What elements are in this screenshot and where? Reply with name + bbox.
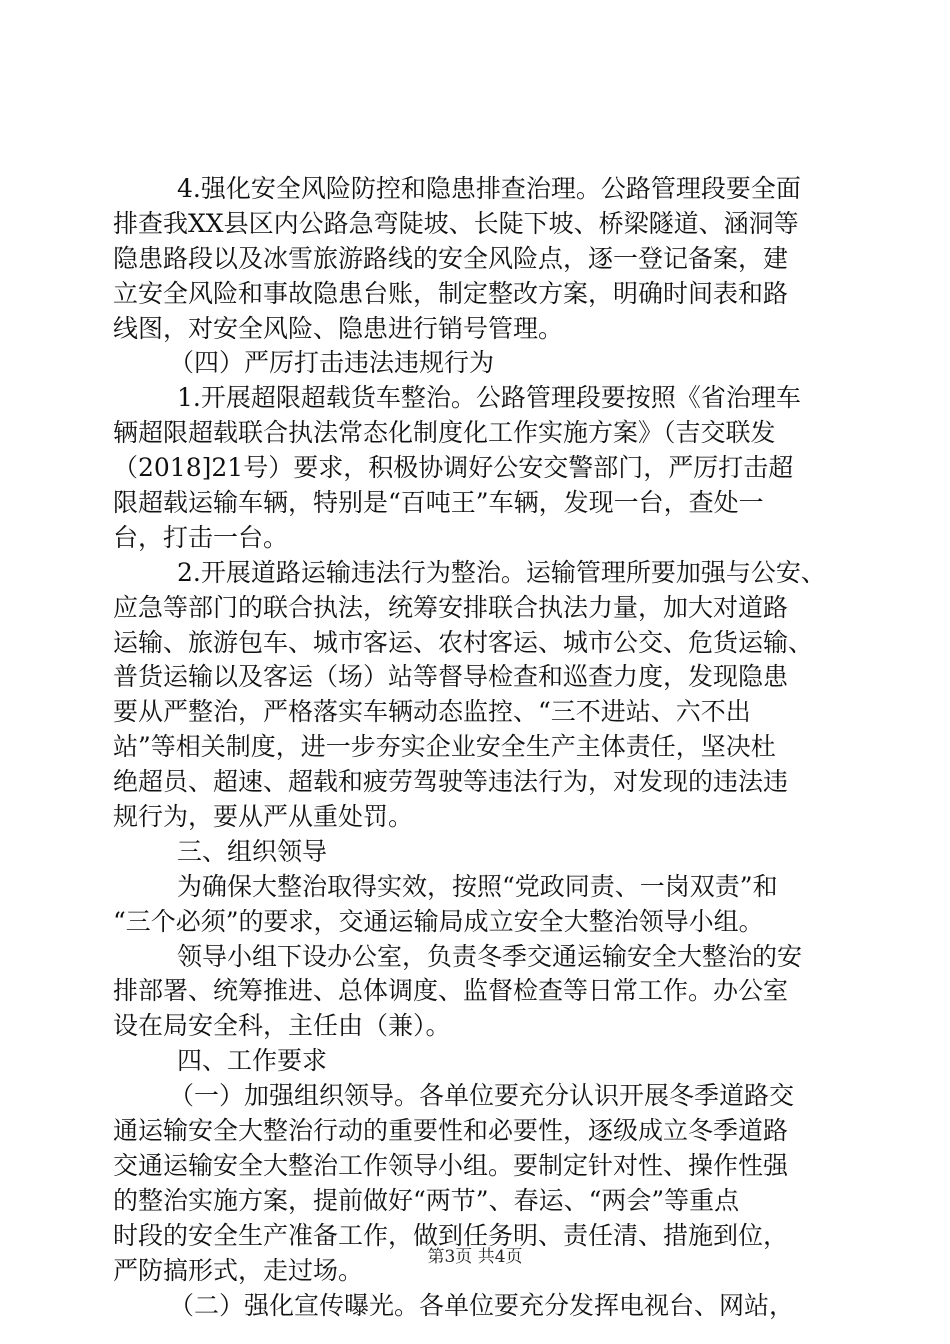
- paragraph-line: 绝超员、超速、超载和疲劳驾驶等违法行为，对发现的违法违: [113, 767, 789, 797]
- paragraph-line: 的整治实施方案，提前做好“两节”、春运、“两会”等重点: [113, 1185, 740, 1215]
- paragraph-line: 4.强化安全风险防控和隐患排查治理。公路管理段要全面: [177, 174, 801, 203]
- paragraph-line: 时段的安全生产准备工作，做到任务明、责任清、措施到位，: [113, 1220, 789, 1250]
- paragraph-line: 站”等相关制度，进一步夯实企业安全生产主体责任，坚决杜: [113, 732, 776, 762]
- paragraph-line: （2018]21号）要求，积极协调好公安交警部门，严厉打击超: [113, 453, 794, 483]
- paragraph-line: 辆超限超载联合执法常态化制度化工作实施方案》（吉交联发: [113, 418, 776, 448]
- paragraph-line: “三个必须”的要求，交通运输局成立安全大整治领导小组。: [113, 906, 764, 936]
- section-heading: （四）严厉打击违法违规行为: [169, 348, 495, 378]
- section-heading: 四、工作要求: [177, 1046, 328, 1076]
- section-heading: 三、组织领导: [177, 836, 328, 866]
- paragraph-line: （一）加强组织领导。各单位要充分认识开展冬季道路交: [169, 1081, 795, 1111]
- paragraph-line: 领导小组下设办公室，负责冬季交通运输安全大整治的安: [177, 941, 803, 971]
- page-number-footer: 第3页 共4页: [427, 1247, 523, 1267]
- paragraph-line: 台，打击一台。: [113, 522, 289, 552]
- paragraph-line: 普货运输以及客运（场）站等督导检查和巡查力度，发现隐患: [113, 662, 789, 692]
- paragraph-line: （二）强化宣传曝光。各单位要充分发挥电视台、网站，: [169, 1290, 795, 1320]
- document-body: [113, 172, 833, 1323]
- paragraph-line: 设在局安全科，主任由（兼）。: [113, 1011, 451, 1041]
- paragraph-line: 应急等部门的联合执法，统筹安排联合执法力量，加大对道路: [113, 592, 789, 622]
- paragraph-line: 规行为，要从严从重处罚。: [113, 802, 414, 832]
- paragraph-line: 2.开展道路运输违法行为整治。运输管理所要加强与公安、: [177, 557, 826, 587]
- paragraph-line: 严防搞形式，走过场。: [113, 1255, 364, 1285]
- paragraph-line: 排查我XX县区内公路急弯陡坡、长陡下坡、桥梁隧道、涵洞等: [113, 208, 799, 238]
- paragraph-line: 交通运输安全大整治工作领导小组。要制定针对性、操作性强: [113, 1150, 789, 1180]
- paragraph-line: 运输、旅游包车、城市客运、农村客运、城市公交、危货运输、: [113, 627, 814, 657]
- paragraph-line: 要从严整治，严格落实车辆动态监控、“三不进站、六不出: [113, 697, 751, 727]
- paragraph-line: 排部署、统筹推进、总体调度、监督检查等日常工作。办公室: [113, 976, 789, 1006]
- paragraph-line: 限超载运输车辆，特别是“百吨王”车辆，发现一台，查处一: [113, 488, 764, 518]
- paragraph-line: 隐患路段以及冰雪旅游路线的安全风险点，逐一登记备案，建: [113, 243, 789, 273]
- paragraph-line: 为确保大整治取得实效，按照“党政同责、一岗双责”和: [177, 871, 778, 901]
- paragraph-line: 立安全风险和事故隐患台账，制定整改方案，明确时间表和路: [113, 278, 789, 308]
- paragraph-line: 线图，对安全风险、隐患进行销号管理。: [113, 313, 564, 343]
- paragraph-line: 通运输安全大整治行动的重要性和必要性，逐级成立冬季道路: [113, 1116, 789, 1146]
- paragraph-line: 1.开展超限超载货车整治。公路管理段要按照《省治理车: [177, 383, 801, 413]
